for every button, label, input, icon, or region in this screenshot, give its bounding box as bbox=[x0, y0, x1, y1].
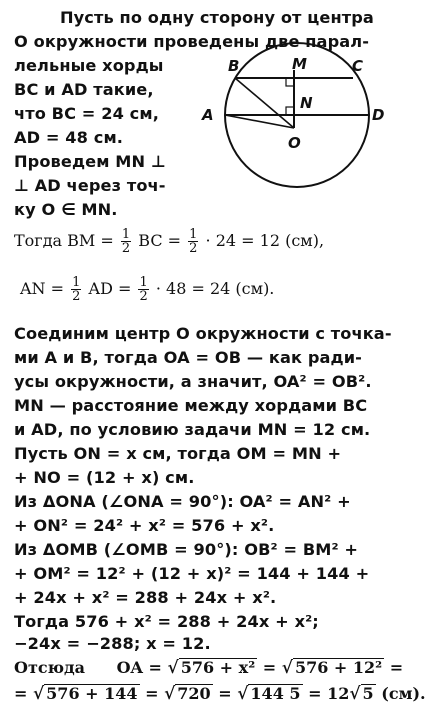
oa-label: Отсюда bbox=[14, 658, 86, 677]
frac-den: 2 bbox=[139, 289, 148, 304]
segment-ob bbox=[235, 78, 294, 128]
fraction-half bbox=[121, 228, 131, 255]
radicand: 576 + 144 bbox=[46, 684, 138, 703]
text-line-21: Из ΔOMB (∠OMB = 90°): OB² = BM² + bbox=[14, 540, 359, 559]
oa-eq4: = bbox=[14, 684, 28, 703]
formula-oa-line1 bbox=[14, 656, 403, 680]
frac-den: 2 bbox=[121, 241, 131, 256]
text-line-24: Тогда 576 + x² = 288 + 24x + x²; bbox=[14, 612, 319, 631]
fraction-half bbox=[138, 276, 148, 303]
label-m: M bbox=[292, 55, 307, 73]
radicand: 576 + x² bbox=[180, 658, 256, 677]
text-line-7: Проведем MN ⊥ bbox=[14, 152, 166, 171]
sqrt-icon: √ bbox=[32, 684, 45, 704]
text-line-4: BC и AD такие, bbox=[14, 80, 154, 99]
oa-eq5: = bbox=[145, 684, 159, 703]
fraction-half bbox=[188, 228, 198, 255]
oa-eq2: = bbox=[262, 658, 277, 677]
bm-left: Тогда BM = bbox=[14, 231, 114, 250]
sqrt-icon: √ bbox=[164, 684, 176, 704]
text-line-14: усы окружности, а значит, OA² = OB². bbox=[14, 372, 372, 391]
radicand: 144 5 bbox=[250, 684, 301, 703]
fraction-half bbox=[71, 276, 81, 303]
text-line-2: O окружности проведены две парал- bbox=[14, 32, 370, 51]
bm-mid: BC = bbox=[138, 231, 182, 250]
radicand: 576 + 12² bbox=[294, 658, 383, 677]
text-line-6: AD = 48 см. bbox=[14, 128, 124, 147]
text-line-16: и AD, по условию задачи MN = 12 см. bbox=[14, 420, 371, 439]
text-line-12: Соединим центр O окружности с точка- bbox=[14, 324, 392, 343]
oa-eq7: = 12 bbox=[308, 684, 350, 703]
right-angle-n bbox=[286, 107, 294, 115]
sqrt-icon: √ bbox=[349, 684, 361, 704]
sqrt-icon: √ bbox=[281, 658, 293, 678]
frac-den: 2 bbox=[72, 289, 81, 304]
bm-right: · 24 = 12 (см), bbox=[205, 231, 325, 250]
text-line-3: лельные хорды bbox=[14, 56, 164, 75]
oa-eq6: = bbox=[218, 684, 232, 703]
text-line-1: Пусть по одну сторону от центра bbox=[60, 8, 374, 27]
frac-num: 1 bbox=[189, 227, 198, 242]
right-angle-m bbox=[286, 78, 294, 86]
frac-num: 1 bbox=[72, 275, 81, 290]
text-line-15: MN — расстояние между хордами BC bbox=[14, 396, 368, 415]
text-line-8: ⊥ AD через точ- bbox=[14, 176, 166, 195]
text-line-20: + ON² = 24² + x² = 576 + x². bbox=[14, 516, 275, 535]
text-line-9: ку O ∈ MN. bbox=[14, 200, 118, 219]
sqrt-icon: √ bbox=[237, 684, 249, 704]
label-d: D bbox=[372, 106, 385, 124]
an-mid: AD = bbox=[88, 279, 132, 298]
label-o: O bbox=[288, 134, 301, 152]
an-left: AN = bbox=[20, 279, 65, 298]
formula-bm bbox=[14, 228, 324, 255]
text-line-23: + 24x + x² = 288 + 24x + x². bbox=[14, 588, 277, 607]
circle-diagram bbox=[202, 40, 392, 220]
sqrt-icon: √ bbox=[167, 658, 179, 678]
frac-num: 1 bbox=[139, 275, 148, 290]
formula-an bbox=[20, 276, 274, 303]
label-c: C bbox=[352, 57, 364, 75]
oa-eq3: = bbox=[389, 658, 404, 677]
label-b: B bbox=[228, 57, 240, 75]
oa-end: (см). bbox=[381, 684, 426, 703]
frac-num: 1 bbox=[121, 227, 131, 242]
radicand: 720 bbox=[177, 684, 211, 703]
text-line-19: Из ΔONA (∠ONA = 90°): OA² = AN² + bbox=[14, 492, 351, 511]
an-right: · 48 = 24 (см). bbox=[155, 279, 275, 298]
label-n: N bbox=[300, 94, 313, 112]
formula-oa-line2 bbox=[14, 682, 426, 706]
text-line-17: Пусть ON = x см, тогда OM = MN + bbox=[14, 444, 342, 463]
text-line-5: что BC = 24 см, bbox=[14, 104, 159, 123]
text-line-25: −24x = −288; x = 12. bbox=[14, 634, 211, 653]
oa-eq1: OA = bbox=[116, 658, 162, 677]
label-a: A bbox=[202, 106, 214, 124]
frac-den: 2 bbox=[189, 241, 198, 256]
text-line-22: + OM² = 12² + (12 + x)² = 144 + 144 + bbox=[14, 564, 370, 583]
radicand: 5 bbox=[362, 684, 374, 703]
text-line-18: + NO = (12 + x) см. bbox=[14, 468, 195, 487]
segment-oa bbox=[225, 115, 294, 128]
text-line-13: ми A и B, тогда OA = OB — как ради- bbox=[14, 348, 362, 367]
